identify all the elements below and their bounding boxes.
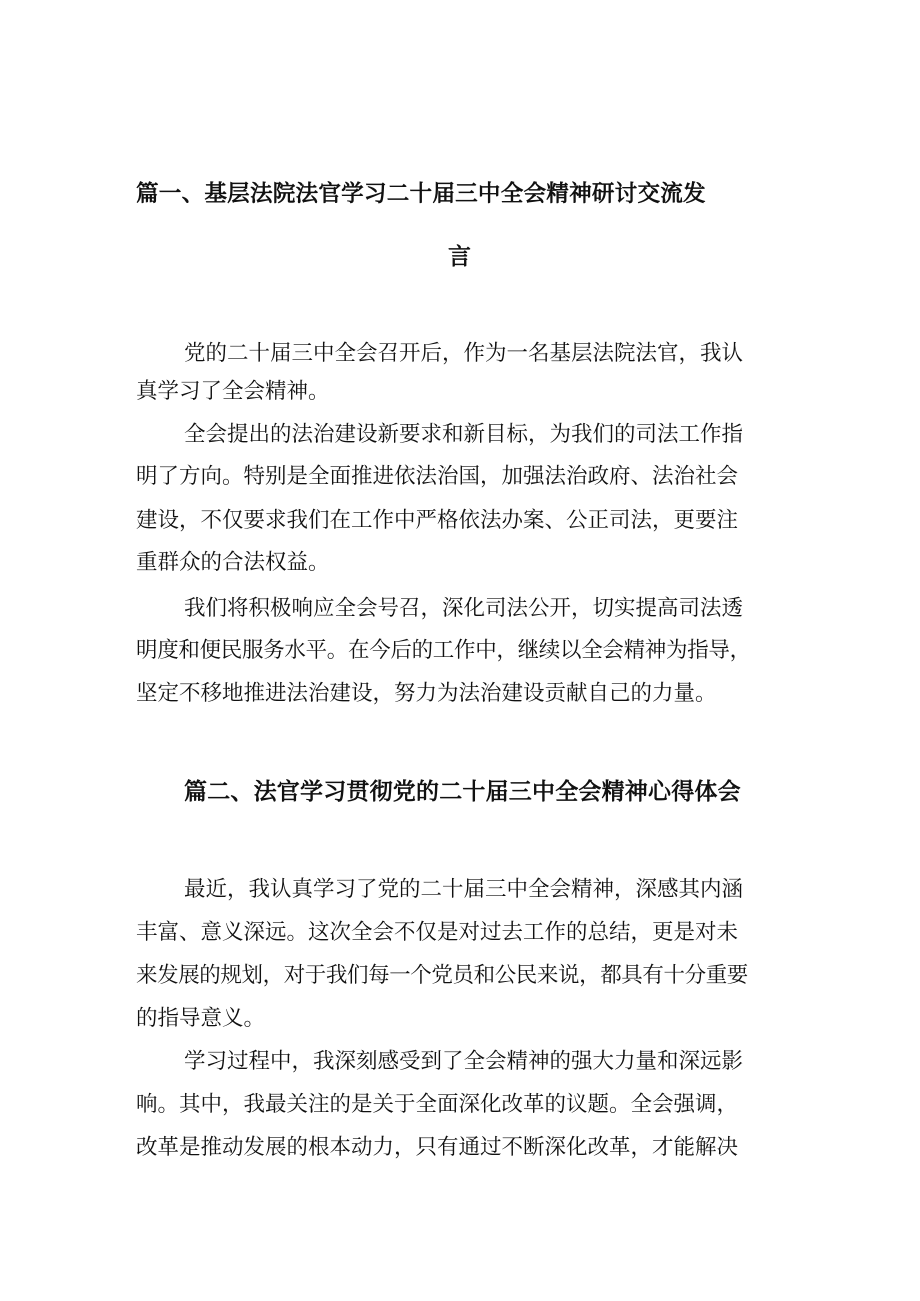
- section1-line: 建设，不仅要求我们在工作中严格依法办案、公正司法，更要注: [136, 508, 739, 533]
- section1-title-line2: 言: [448, 244, 472, 270]
- section1-line: 坚定不移地推进法治建设，努力为法治建设贡献自己的力量。: [136, 681, 717, 706]
- section1-title-line1: 篇一、基层法院法官学习二十届三中全会精神研讨交流发: [136, 181, 706, 207]
- section1-line: 重群众的合法权益。: [136, 550, 330, 575]
- section2-line: 学习过程中，我深刻感受到了全会精神的强大力量和深远影: [184, 1049, 744, 1074]
- section1-line: 党的二十届三中全会召开后，作为一名基层法院法官，我认: [184, 341, 744, 366]
- section1-line: 全会提出的法治建设新要求和新目标，为我们的司法工作指: [184, 422, 744, 447]
- section2-line: 的指导意义。: [136, 1006, 266, 1031]
- section1-line: 我们将积极响应全会号召，深化司法公开，切实提高司法透: [184, 596, 744, 621]
- section2-line: 改革是推动发展的根本动力，只有通过不断深化改革，才能解决: [136, 1135, 739, 1160]
- section2-line: 丰富、意义深远。这次全会不仅是对过去工作的总结，更是对未: [136, 920, 739, 945]
- section1-line: 明了方向。特别是全面推进依法治国，加强法治政府、法治社会: [136, 464, 739, 489]
- section2-line: 来发展的规划，对于我们每一个党员和公民来说，都具有十分重要: [136, 963, 748, 988]
- section2-line: 响。其中，我最关注的是关于全面深化改革的议题。全会强调，: [136, 1092, 739, 1117]
- section1-line: 明度和便民服务水平。在今后的工作中，继续以全会精神为指导，: [136, 638, 751, 663]
- section2-line: 最近，我认真学习了党的二十届三中全会精神，深感其内涵: [184, 877, 744, 902]
- section1-line: 真学习了全会精神。: [136, 379, 330, 404]
- section2-title: 篇二、法官学习贯彻党的二十届三中全会精神心得体会: [184, 779, 741, 805]
